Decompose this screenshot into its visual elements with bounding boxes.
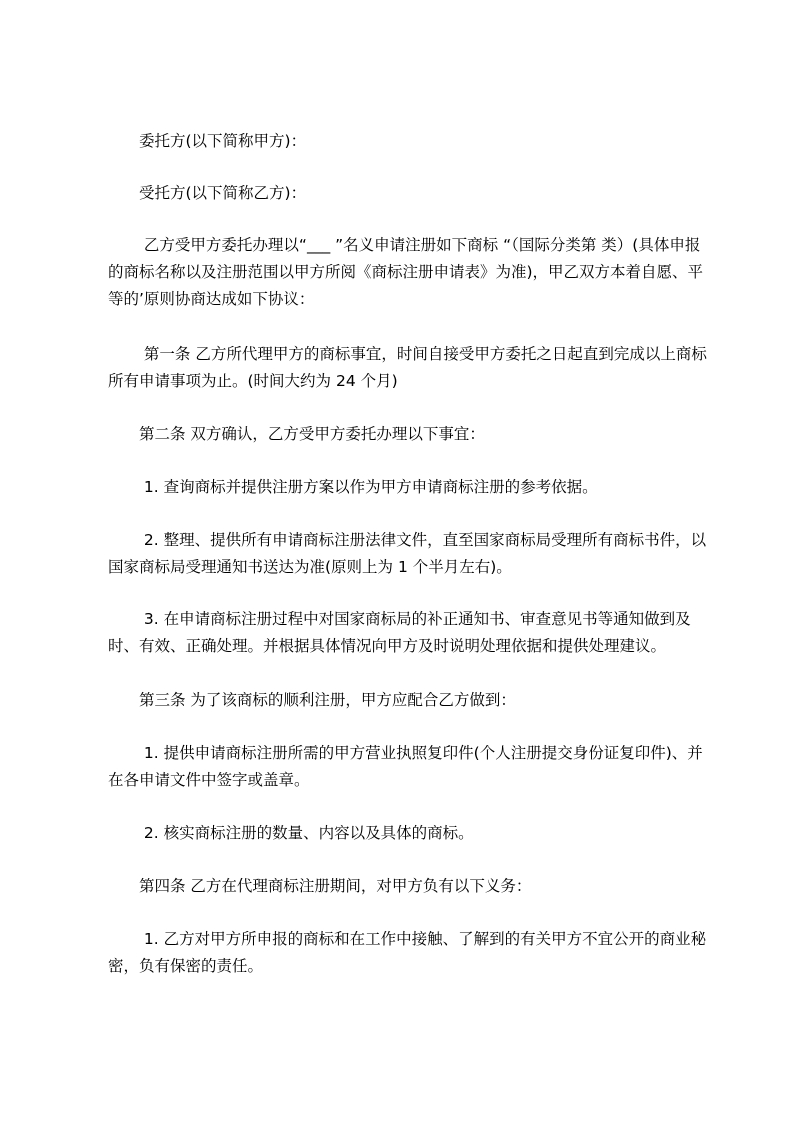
paragraph-article-3-item-2: 2. 核实商标注册的数量、内容以及具体的商标。 — [108, 824, 474, 842]
paragraph-client: 委托方(以下简称甲方)： — [108, 132, 307, 150]
paragraph-intro: 乙方受甲方委托办理以“___ ”名义申请注册如下商标 “（国际分类第 类）(具体申报的商标名称以及注册范围以甲方所阅《商标注册申请表》为准)，甲乙双方本着自愿、平等的’原则协商达成如下协议： — [108, 236, 704, 308]
paragraph-article-2-item-2: 2. 整理、提供所有申请商标注册法律文件，直至国家商标局受理所有商标书件，以国家商标局受理通知书送达为准(原则上为 1 个半月左右)。 — [108, 531, 707, 576]
paragraph-article-2-item-1: 1. 查询商标并提供注册方案以作为甲方申请商标注册的参考依据。 — [108, 478, 598, 496]
paragraph-article-3: 第三条 为了该商标的顺利注册，甲方应配合乙方做到： — [108, 691, 516, 709]
paragraph-article-2-item-3: 3. 在申请商标注册过程中对国家商标局的补正通知书、审查意见书等通知做到及时、有效、正确处理。并根据具体情况向甲方及时说明处理依据和提供处理建议。 — [108, 610, 691, 655]
paragraph-article-2: 第二条 双方确认，乙方受甲方委托办理以下事宜： — [108, 425, 485, 443]
paragraph-article-4-item-1: 1. 乙方对甲方所申报的商标和在工作中接触、了解到的有关甲方不宜公开的商业秘密，负有保密的责任。 — [108, 930, 707, 975]
paragraph-article-1: 第一条 乙方所代理甲方的商标事宜，时间自接受甲方委托之日起直到完成以上商标所有申请事项为止。(时间大约为 24 个月) — [108, 345, 707, 390]
paragraph-article-4: 第四条 乙方在代理商标注册期间，对甲方负有以下义务： — [108, 877, 532, 895]
paragraph-article-3-item-1: 1. 提供申请商标注册所需的甲方营业执照复印件(个人注册提交身份证复印件)、并在各申请文件中签字或盖章。 — [108, 744, 703, 789]
paragraph-agent: 受托方(以下简称乙方)： — [108, 184, 307, 202]
